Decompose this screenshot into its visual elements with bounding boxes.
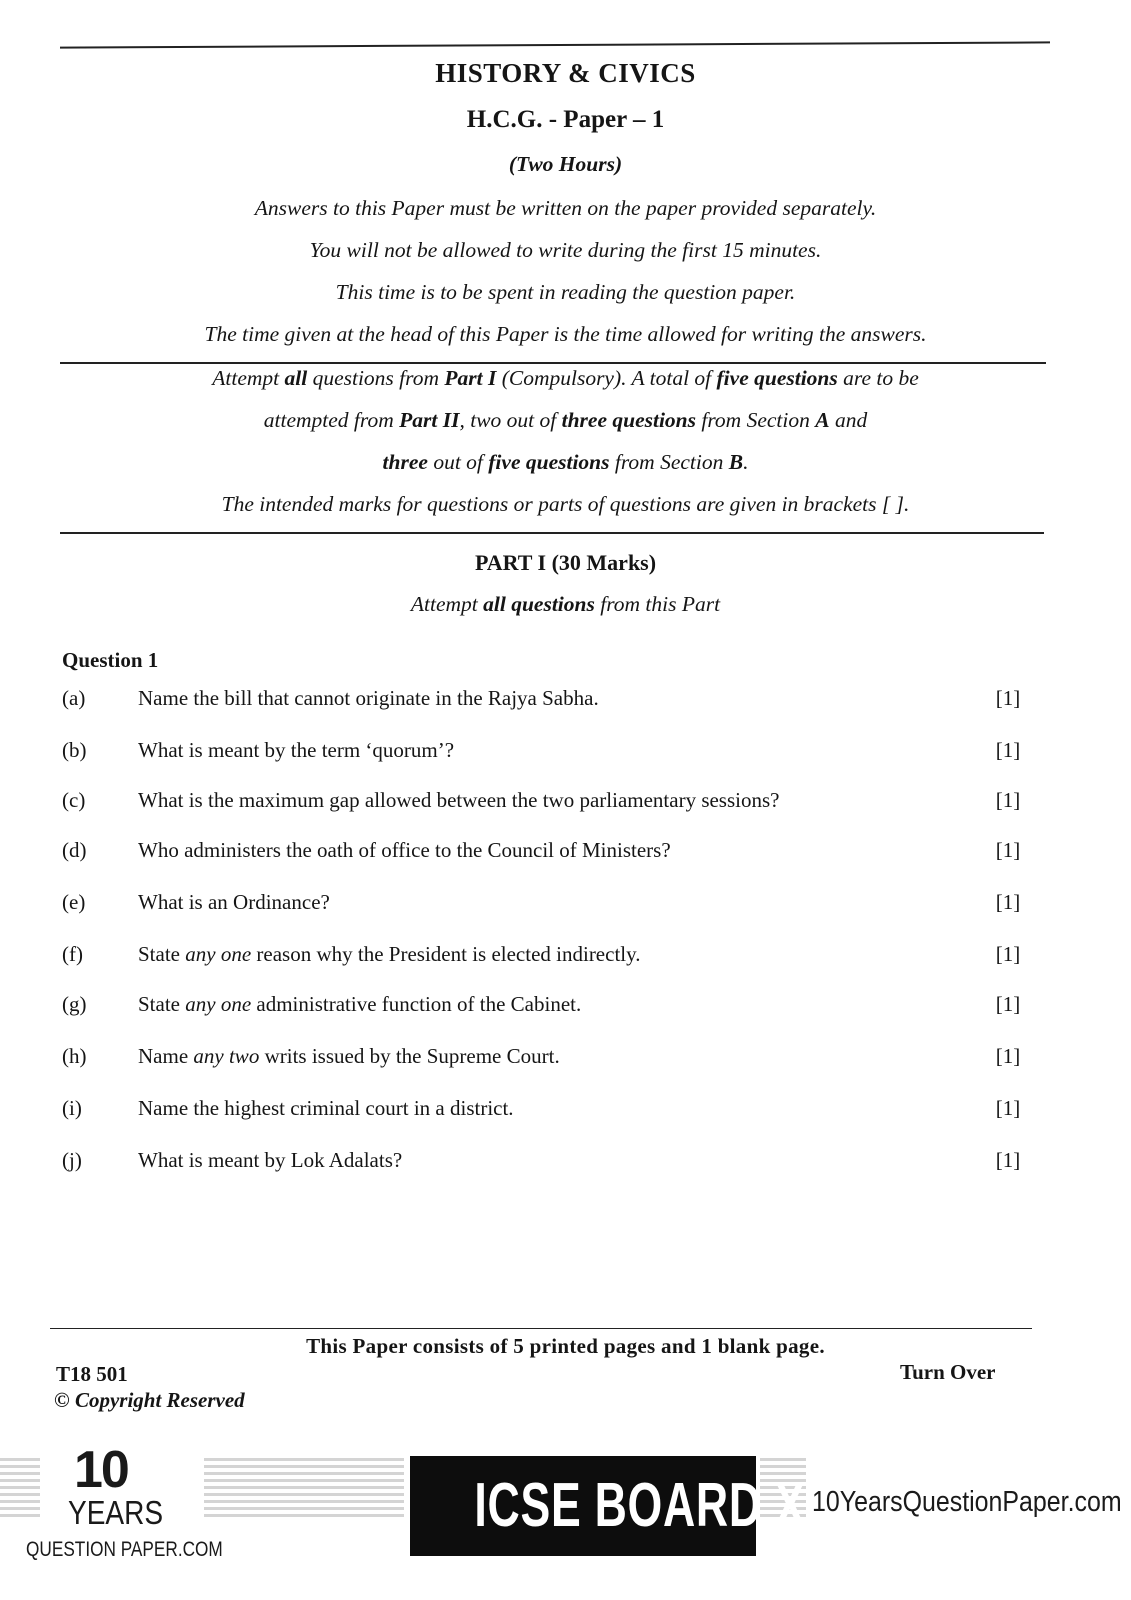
header-rule (60, 362, 1046, 364)
question-item (0, 838, 1131, 874)
item-text: State any one administrative function of the Cabinet. (138, 992, 582, 1016)
item-text: What is an Ordinance? (138, 890, 330, 914)
board-badge: ICSE BOARD X (410, 1456, 756, 1556)
item-label: (f) (62, 942, 83, 966)
instruction-2: You will not be allowed to write during the first 15 minutes. (309, 238, 822, 262)
item-marks: [1] (995, 838, 1021, 862)
question-item (0, 1148, 1131, 1184)
footer-rule (50, 1328, 1032, 1329)
item-marks: [1] (995, 738, 1021, 762)
item-label: (e) (62, 890, 86, 914)
attempt-line-3: three out of five questions from Section B. (382, 450, 749, 474)
website-link[interactable]: 10YearsQuestionPaper.com (812, 1486, 1122, 1518)
item-label: (d) (62, 838, 87, 862)
item-text: Who administers the oath of office to the Council of Ministers? (138, 838, 671, 862)
part1-subtitle: Attempt all questions from this Part (410, 592, 721, 616)
question-item (0, 1044, 1131, 1080)
item-marks: [1] (995, 686, 1021, 710)
item-marks: [1] (995, 992, 1021, 1016)
item-label: (a) (62, 686, 86, 710)
top-rule (60, 41, 1050, 48)
attempt-line-4: The intended marks for questions or parts of questions are given in brackets [ ]. (221, 492, 910, 516)
attempt-rule (60, 532, 1044, 534)
turn-over: Turn Over (900, 1360, 996, 1384)
item-label: (c) (62, 788, 86, 812)
paper-code: T18 501 (56, 1362, 128, 1386)
item-marks: [1] (995, 1148, 1021, 1172)
question-item (0, 686, 1131, 722)
stripes-middle-left (204, 1458, 404, 1524)
item-label: (i) (62, 1096, 82, 1120)
bottom-banner (0, 1440, 1131, 1600)
paper-title: H.C.G. - Paper – 1 (466, 106, 665, 133)
item-marks: [1] (995, 942, 1021, 966)
instruction-1: Answers to this Paper must be written on the paper provided separately. (254, 196, 877, 220)
duration: (Two Hours) (508, 152, 623, 176)
item-text: What is meant by the term ‘quorum’? (138, 738, 455, 762)
item-text: What is meant by Lok Adalats? (138, 1148, 403, 1172)
logo-number: 10 (74, 1441, 128, 1499)
item-text: Name any two writs issued by the Supreme Court. (138, 1044, 560, 1068)
attempt-line-1: Attempt all questions from Part I (Compulsory). A total of five questions are to be (212, 366, 919, 390)
item-text: What is the maximum gap allowed between the two parliamentary sessions? (138, 788, 780, 812)
item-text: Name the bill that cannot originate in the Rajya Sabha. (138, 686, 599, 710)
instruction-3: This time is to be spent in reading the question paper. (335, 280, 796, 304)
copyright-notice: © Copyright Reserved (54, 1388, 245, 1412)
question-item (0, 992, 1131, 1028)
item-marks: [1] (995, 890, 1021, 914)
question-item (0, 738, 1131, 774)
instruction-4: The time given at the head of this Paper is the time allowed for writing the answers. (204, 322, 927, 346)
question-item (0, 890, 1131, 926)
logo-site-text: QUESTION PAPER.COM (26, 1538, 223, 1561)
question-item (0, 942, 1131, 978)
item-marks: [1] (995, 1044, 1021, 1068)
stripes-left (0, 1458, 40, 1524)
item-label: (b) (62, 738, 87, 762)
subject-title: HISTORY & CIVICS (435, 58, 696, 88)
item-label: (h) (62, 1044, 87, 1068)
item-label: (j) (62, 1148, 82, 1172)
item-marks: [1] (995, 788, 1021, 812)
item-label: (g) (62, 992, 87, 1016)
question-item (0, 788, 1131, 824)
page-count-note: This Paper consists of 5 printed pages and 1 blank page. (306, 1334, 825, 1358)
part1-title: PART I (30 Marks) (474, 550, 657, 575)
logo-years: YEARS (68, 1494, 164, 1531)
attempt-line-2: attempted from Part II, two out of three questions from Section A and (263, 408, 868, 432)
question-item (0, 1096, 1131, 1132)
item-text: State any one reason why the President is elected indirectly. (138, 942, 641, 966)
item-text: Name the highest criminal court in a district. (138, 1096, 514, 1120)
question-1-heading: Question 1 (62, 648, 159, 672)
item-marks: [1] (995, 1096, 1021, 1120)
